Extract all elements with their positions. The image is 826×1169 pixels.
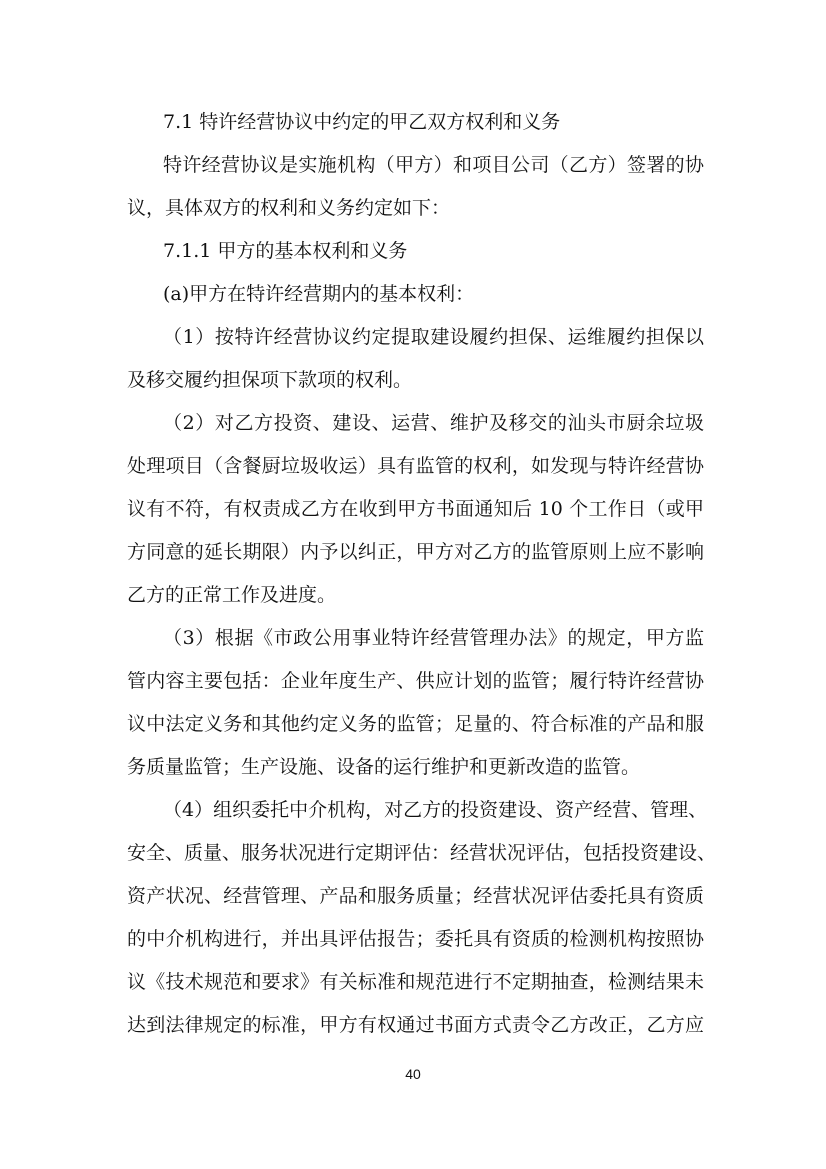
text-line: 议有不符，有权责成乙方在收到甲方书面通知后 10 个工作日（或甲 (127, 498, 704, 520)
text-line: 务质量监管；生产设施、设备的运行维护和更新改造的监管。 (127, 756, 641, 778)
text-line: 议《技术规范和要求》有关标准和规范进行不定期抽查，检测结果未 (127, 971, 704, 993)
text-line: （2）对乙方投资、建设、运营、维护及移交的汕头市厨余垃圾 (163, 412, 704, 434)
text-line: 达到法律规定的标准，甲方有权通过书面方式责令乙方改正，乙方应 (127, 1014, 704, 1036)
body-text (127, 101, 717, 1047)
text-line: 特许经营协议是实施机构（甲方）和项目公司（乙方）签署的协 (163, 154, 704, 176)
text-line: 及移交履约担保项下款项的权利。 (127, 369, 413, 391)
text-line: 安全、质量、服务状况进行定期评估：经营状况评估，包括投资建设、 (127, 842, 717, 864)
text-line: （4）组织委托中介机构，对乙方的投资建设、资产经营、管理、 (163, 799, 708, 821)
text-line: 管内容主要包括：企业年度生产、供应计划的监管；履行特许经营协 (127, 670, 704, 692)
text-line: 议中法定义务和其他约定义务的监管；足量的、符合标准的产品和服 (127, 713, 704, 735)
text-line: 方同意的延长期限）内予以纠正，甲方对乙方的监管原则上应不影响 (127, 541, 704, 563)
text-line: 处理项目（含餐厨垃圾收运）具有监管的权利，如发现与特许经营协 (127, 455, 704, 477)
text-line: 7.1.1 甲方的基本权利和义务 (163, 240, 408, 262)
text-line: 7.1 特许经营协议中约定的甲乙双方权利和义务 (163, 111, 561, 133)
text-line: （1）按特许经营协议约定提取建设履约担保、运维履约担保以 (163, 326, 704, 348)
text-line: 乙方的正常工作及进度。 (127, 584, 337, 606)
text-line: 的中介机构进行，并出具评估报告；委托具有资质的检测机构按照协 (127, 928, 704, 950)
text-line: 议，具体双方的权利和义务约定如下： (127, 197, 451, 219)
text-line: （3）根据《市政公用事业特许经营管理办法》的规定，甲方监 (163, 627, 704, 649)
page-number: 40 (405, 1066, 421, 1082)
text-line: 资产状况、经营管理、产品和服务质量；经营状况评估委托具有资质 (127, 885, 704, 907)
text-line: (a)甲方在特许经营期内的基本权利： (163, 283, 475, 305)
